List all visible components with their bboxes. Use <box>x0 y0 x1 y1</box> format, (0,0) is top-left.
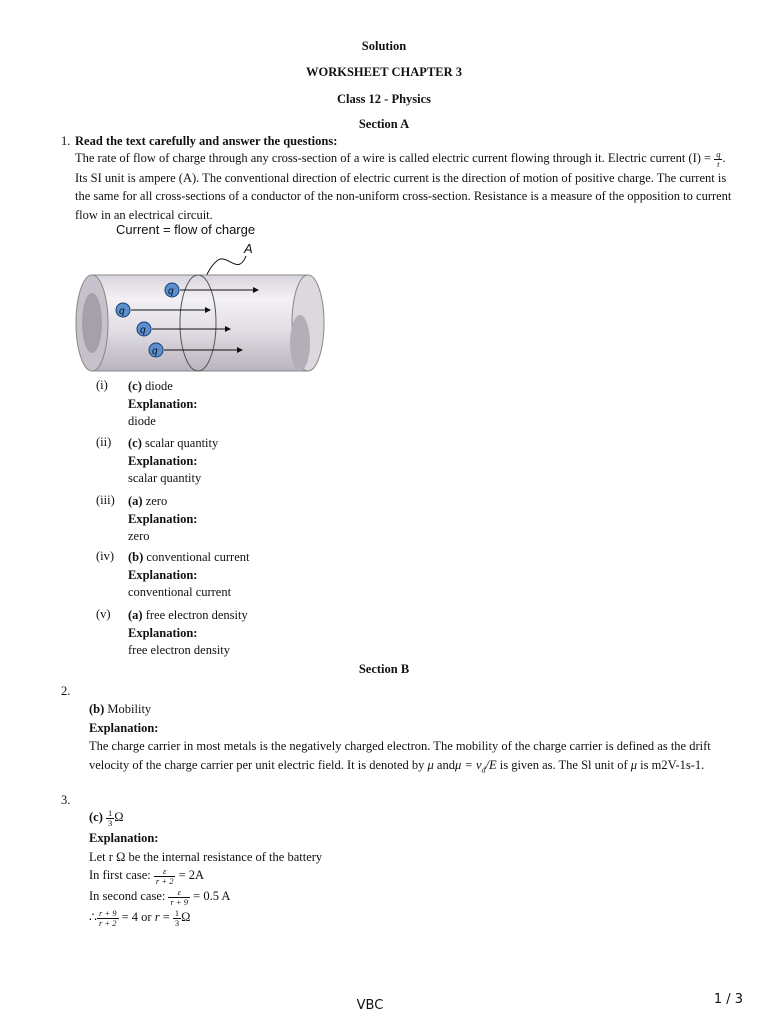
q3-first-case: In first case: $\frac{\varepsilon}{r + 2}$ = 2A <box>89 865 205 886</box>
explanation-label: Explanation: <box>89 831 159 845</box>
section-b-heading: Section B <box>358 662 410 676</box>
explanation-label: Explanation: <box>128 453 198 468</box>
explanation-label: Explanation: <box>128 396 198 411</box>
q1-passage-line1: The rate of flow of charge through any cross-section of a wire is called electric current flowing through it. Electric current (I) = <box>75 151 715 165</box>
q1-passage-rest: Its SI unit is ampere (A). The conventional direction of electric current is the direction of motion of positive charge. The current is the same for all cross-sections of a conductor of the non-uniform cross-section. Resistance is a measure of the opposition to current flow in an electrical circuit. <box>75 170 732 222</box>
explanation-label: Explanation: <box>128 567 198 582</box>
wire-right-opening <box>290 315 310 371</box>
explanation-text: free electron density <box>128 643 231 657</box>
section-a-heading: Section A <box>358 117 410 131</box>
svg-text:q: q <box>152 346 158 357</box>
q3-second-case: In second case: $\frac{\varepsilon}{r + 9}$ = 0.5 A <box>89 886 231 907</box>
footer-center: VBC <box>356 998 384 1013</box>
q2-number: 2. <box>61 684 71 698</box>
q3-conclusion: ∴ $\frac{r + 9}{r + 2}$ = 4 or r = $\frac{1}{3}$ Ω <box>89 907 191 928</box>
explanation-text: diode <box>128 414 156 428</box>
answer-block: (a) zero Explanation: zero <box>128 493 688 546</box>
answer-block: (c) diode Explanation: diode <box>128 378 688 431</box>
answer-number: (i) <box>96 378 108 392</box>
answer-number: (v) <box>96 607 111 621</box>
answer-number: (iv) <box>96 549 115 563</box>
solution-title: Solution <box>361 39 407 53</box>
figure-title: Current = flow of charge <box>116 222 256 237</box>
area-label: A <box>244 241 253 256</box>
explanation-text: scalar quantity <box>128 471 202 485</box>
q2-answer-block: (b) Mobility Explanation: The charge carrier in most metals is the negatively charged electron. The mobility of the charge carrier is defined as the drift velocity of the charge carrier per unit electric field. It is denoted by μ $and\mu = v_d/E$ is given as. The Sl unit of μ is m2V-1s-1. <box>89 700 749 780</box>
answer-block: (a) free electron density Explanation: free electron density <box>128 607 688 660</box>
svg-text:q: q <box>168 286 174 297</box>
q1-passage: The rate of flow of charge through any cross-section of a wire is called electric current flowing through it. Electric current (I) = $\frac{q}{t}$ . Its SI unit is ampere (A). The conventional direction of electric current is the direction of motion of positive charge. The current is the same for all cross-sections of a conductor of the non-uniform cross-section. Resistance is a measure of the opposition to current flow in an electrical circuit. <box>75 148 732 222</box>
worksheet-title: WORKSHEET CHAPTER 3 <box>305 65 463 79</box>
q1-number: 1. <box>61 134 71 148</box>
q1-heading: Read the text carefully and answer the questions: <box>75 134 338 148</box>
q3-line1: Let r Ω be the internal resistance of the battery <box>89 849 323 864</box>
current-flow-figure <box>70 220 330 380</box>
explanation-text: zero <box>128 529 150 543</box>
svg-text:q: q <box>119 306 125 317</box>
answer-number: (ii) <box>96 435 112 449</box>
explanation-label: Explanation: <box>128 625 198 640</box>
answer-block: (c) scalar quantity Explanation: scalar quantity <box>128 435 688 488</box>
q-over-t-fraction: $\frac{q}{t}$ <box>716 148 721 169</box>
q2-explanation: The charge carrier in most metals is the negatively charged electron. The mobility of the charge carrier is defined as the drift velocity of the charge carrier per unit electric field. It is denoted by μ $and\mu = v_d/E$ is given as. The Sl unit of μ is m2V-1s-1. <box>89 739 711 774</box>
explanation-text: conventional current <box>128 585 232 599</box>
explanation-label: Explanation: <box>89 720 159 735</box>
wire-diagram <box>70 220 330 380</box>
answer-block: (b) conventional current Explanation: conventional current <box>128 549 688 602</box>
wire-left-opening <box>82 293 102 353</box>
answer-number: (iii) <box>96 493 115 507</box>
q3-number: 3. <box>61 793 71 807</box>
one-third-fraction: $\frac{1}{3}$ <box>108 807 113 828</box>
svg-text:q: q <box>140 325 146 336</box>
q3-answer-block: (c) $\frac{1}{3}$ Ω Explanation: Let r Ω be the internal resistance of the battery In first case: $\frac{\varepsilon}{r + 2}$ = 2A In second case: $\frac{\varepsilon}{r + 9}$ = 0.5 A ∴ $\frac{r + 9}{r + 2}$ = 4 or r = $\frac{1}{3}$ Ω <box>89 808 749 930</box>
page-number: 1 / 3 <box>713 992 743 1007</box>
class-title: Class 12 - Physics <box>336 92 432 106</box>
explanation-label: Explanation: <box>128 511 198 526</box>
wire-body <box>92 275 308 371</box>
